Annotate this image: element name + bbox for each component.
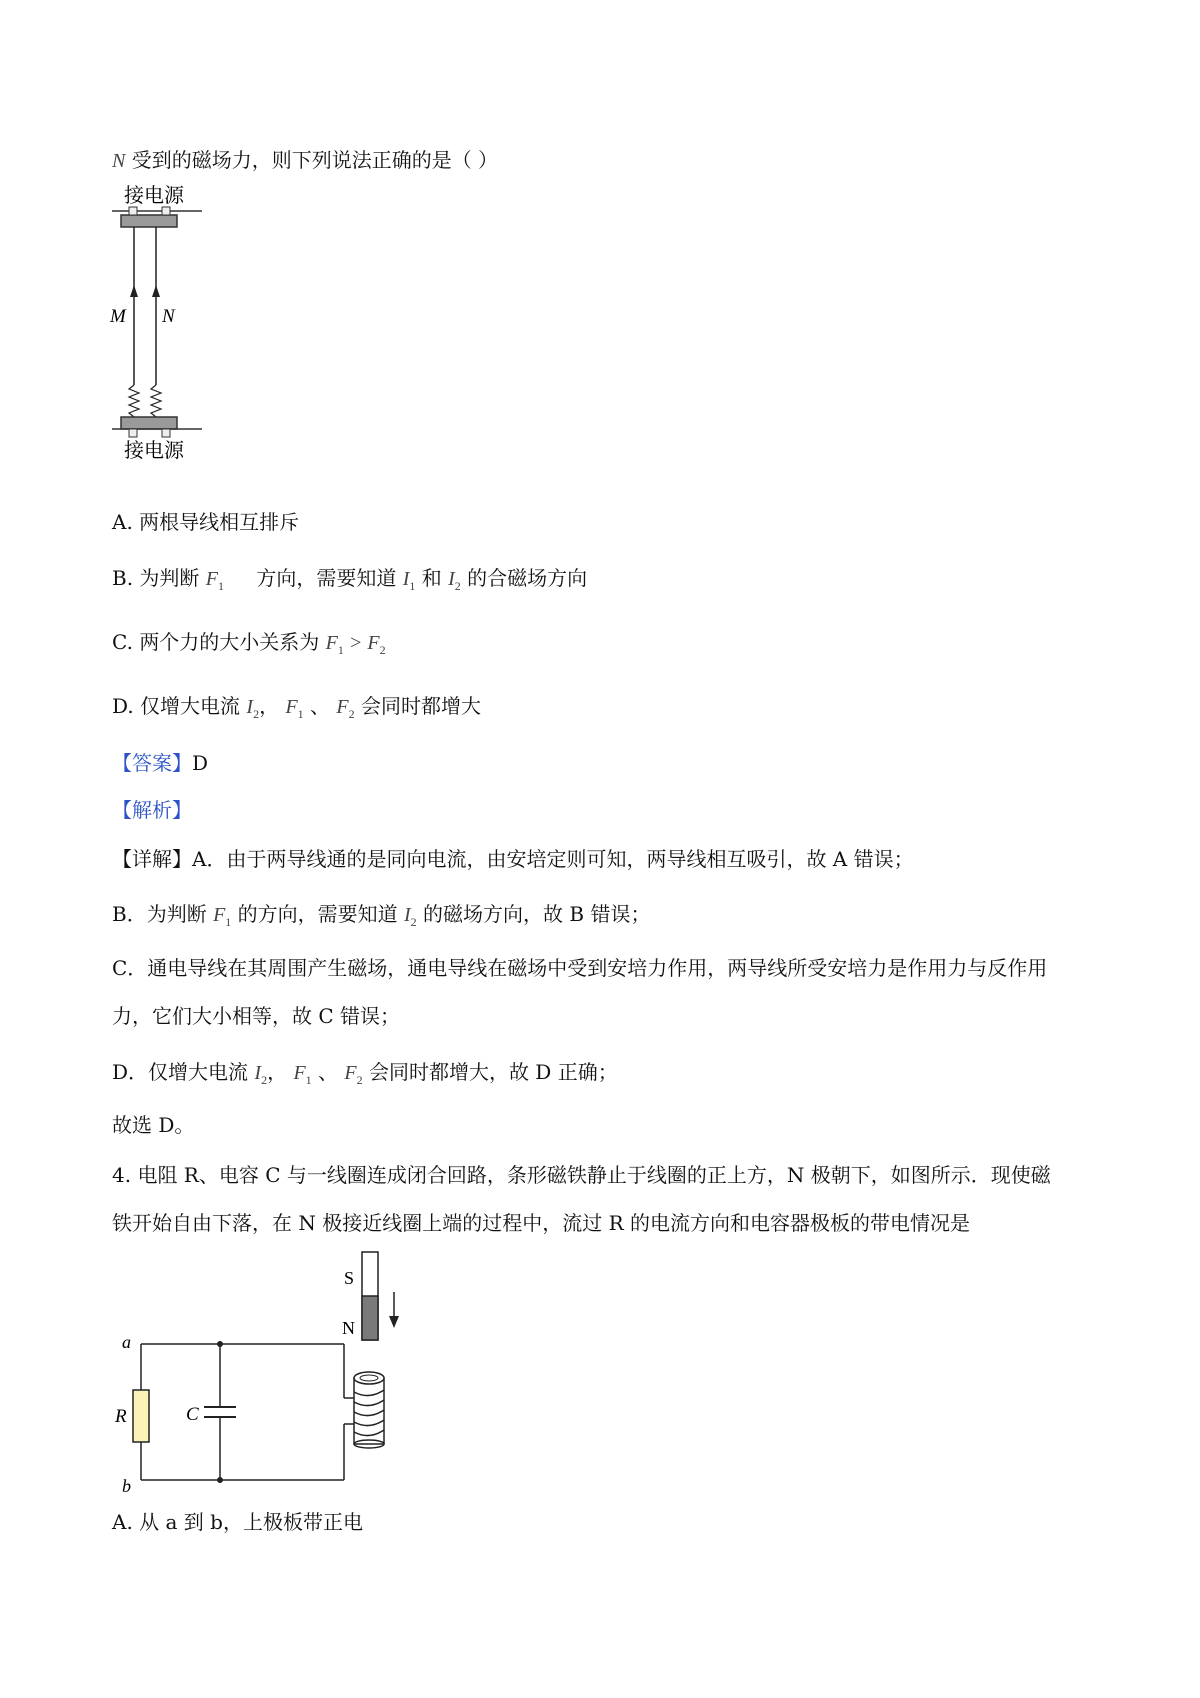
magnet-n-label: N — [342, 1318, 355, 1338]
math-i2: $I_2$ — [254, 1062, 268, 1087]
resistor-r-label: R — [115, 1406, 127, 1427]
option-label: B. — [112, 566, 134, 590]
detail-tag: 【详解】 — [112, 847, 192, 871]
math-i2: $I_2$ — [448, 568, 461, 593]
math-f1: $F_1$ — [205, 568, 224, 593]
node-a-label: a — [122, 1332, 131, 1352]
math-f1-gt-f2: $F_1 > F_2$ — [325, 632, 386, 657]
parallel-wires-figure — [112, 185, 212, 505]
math-f1: $F_1$ — [293, 1062, 312, 1087]
q3-stem-text: 受到的磁场力，则下列说法正确的是（ ） — [131, 148, 499, 172]
option-text: 仅增大电流 — [140, 694, 241, 718]
q3-option-c — [112, 628, 386, 664]
q3-option-d: D. 仅增大电流 $I_2$， $F_1$ 、 $F_2$ 会同时都增大 — [112, 694, 481, 721]
option-text: 两根导线相互排斥 — [139, 510, 300, 534]
option-label: C. — [112, 630, 133, 654]
q4-option-a: A. 从 a 到 b，上极板带正电 — [112, 1510, 363, 1534]
math-f1: $F_1$ — [285, 696, 304, 721]
detail-c2: 力，它们大小相等，故 C 错误； — [112, 1004, 401, 1028]
detail-d: D．仅增大电流 $I_2$， $F_1$ 、 $F_2$ 会同时都增大，故 D 正确； — [112, 1060, 618, 1087]
answer-tag: 【答案】 — [112, 751, 192, 775]
math-f2: $F_2$ — [336, 696, 355, 721]
q3-option-a — [112, 508, 299, 536]
wire-n-label: N — [162, 306, 175, 327]
wire-m-label: M — [110, 306, 126, 327]
option-text: 的合磁场方向 — [467, 566, 588, 590]
magnet-s-label: S — [344, 1268, 355, 1288]
node-b-label: b — [122, 1476, 131, 1496]
option-text: 为判断 — [139, 566, 200, 590]
math-f2: $F_2$ — [344, 1062, 363, 1087]
option-label: A. — [112, 510, 133, 534]
answer-value: D — [192, 751, 209, 775]
detail-c1: C．通电导线在其周围产生磁场，通电导线在磁场中受到安培力作用，两导线所受安培力是作用力与反作用 — [112, 956, 1048, 980]
circuit-figure — [112, 1250, 432, 1496]
q3-option-b — [112, 564, 587, 600]
power-bottom-label: 接电源 — [124, 440, 184, 462]
detail-a: 【详解】A．由于两导线通的是同向电流，由安培定则可知，两导线相互吸引，故 A 错误； — [112, 847, 914, 871]
answer-line — [112, 749, 208, 777]
option-text: 方向，需要知道 — [256, 566, 397, 590]
math-f1: $F_1$ — [213, 904, 232, 929]
q3-stem — [112, 146, 498, 175]
conclusion: 故选 D。 — [112, 1113, 195, 1137]
detail-b: B．为判断 $F_1$ 的方向，需要知道 $I_2$ 的磁场方向，故 B 错误； — [112, 902, 651, 929]
analysis-tag: 【解析】 — [112, 798, 192, 822]
math-i2: $I_2$ — [404, 904, 417, 929]
q4-stem-line2: 铁开始自由下落，在 N 极接近线圈上端的过程中，流过 R 的电流方向和电容器极板的带电情况是 — [112, 1211, 970, 1235]
math-n: N — [112, 150, 126, 172]
math-i1: $I_1$ — [402, 568, 416, 593]
math-i2: $I_2$ — [246, 696, 260, 721]
option-text: 和 — [421, 566, 442, 590]
capacitor-c-label: C — [186, 1404, 199, 1425]
option-label: D. — [112, 694, 134, 718]
option-text: 两个力的大小关系为 — [139, 630, 320, 654]
q4-stem-line1: 4. 电阻 R、电容 C 与一线圈连成闭合回路，条形磁铁静止于线圈的正上方，N 极朝下，如图所示．现使磁 — [112, 1163, 1051, 1187]
power-top-label: 接电源 — [124, 185, 184, 207]
option-text: 会同时都增大 — [360, 694, 481, 718]
